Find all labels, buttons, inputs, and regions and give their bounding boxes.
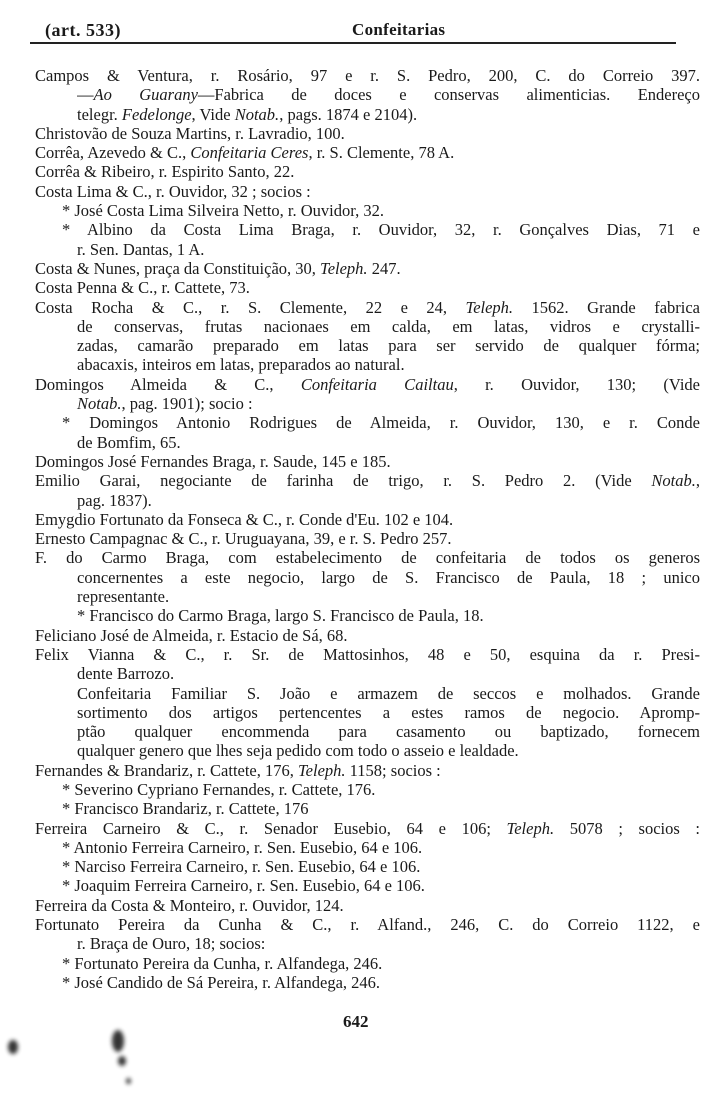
line-text xyxy=(77,336,700,355)
listing-line xyxy=(0,799,725,818)
listing-line xyxy=(0,355,725,374)
text-run: Costa Lima & C., r. Ouvidor, 32 ; socios : xyxy=(35,181,311,201)
line-text xyxy=(77,722,700,741)
line-text xyxy=(77,240,700,259)
listing-line xyxy=(0,529,725,548)
line-text xyxy=(35,124,700,143)
italic-text-run: Teleph. xyxy=(298,760,346,780)
line-text xyxy=(35,182,700,201)
line-text xyxy=(35,761,700,780)
listing-line xyxy=(0,973,725,992)
text-run: Fortunato Pereira da Cunha & C., r. Alfand., 246, C. do Correio 1122, e xyxy=(35,915,700,935)
text-run: —Fabrica de doces e conservas alimenticias. Endereço xyxy=(197,85,700,105)
italic-text-run: Fedelonge xyxy=(121,104,192,124)
line-text xyxy=(77,741,700,760)
line-text xyxy=(35,143,700,162)
listing-line xyxy=(0,915,725,934)
text-run: * Albino da Costa Lima Braga, r. Ouvidor, 32, r. Gonçalves Dias, 71 e xyxy=(62,220,700,240)
ink-stain xyxy=(126,1078,131,1084)
text-run: F. do Carmo Braga, com estabelecimento de confeitaria de todos os generos xyxy=(35,548,700,568)
listing-line xyxy=(0,722,725,741)
line-text xyxy=(77,684,700,703)
listing-line xyxy=(0,645,725,664)
text-run: * Domingos Antonio Rodrigues de Almeida, r. Ouvidor, 130, e r. Conde xyxy=(62,413,700,433)
italic-text-run: Notab. xyxy=(651,471,696,491)
line-text xyxy=(62,220,700,239)
italic-text-run: Teleph. xyxy=(465,297,514,317)
section-title: Confeitarias xyxy=(352,20,446,39)
italic-text-run: Notab. xyxy=(234,104,280,124)
line-text xyxy=(35,452,700,471)
line-text xyxy=(62,780,700,799)
text-run: * José Costa Lima Silveira Netto, r. Ouvidor, 32. xyxy=(62,201,384,221)
listing-line xyxy=(0,471,725,490)
ink-stain xyxy=(118,1056,126,1066)
line-text xyxy=(77,491,700,510)
line-text xyxy=(35,548,700,567)
text-run: , Vide xyxy=(191,104,235,124)
text-run: telegr. xyxy=(77,104,122,124)
text-run: , r. S. Clemente, 78 A. xyxy=(308,143,455,163)
listing-line xyxy=(0,201,725,220)
line-text xyxy=(35,162,700,181)
listing-line xyxy=(0,857,725,876)
line-text xyxy=(77,317,700,336)
text-run: * Fortunato Pereira da Cunha, r. Alfandega, 246. xyxy=(62,953,383,973)
text-run: r. Braça de Ouro, 18; socios: xyxy=(77,934,266,954)
text-run: 247. xyxy=(367,258,401,278)
italic-text-run: Confeitaria Cailtau xyxy=(300,374,454,394)
listing-line xyxy=(0,317,725,336)
listing-line xyxy=(0,606,725,625)
text-run: — xyxy=(77,85,94,105)
listing-line xyxy=(0,664,725,683)
text-run: qualquer genero que lhes seja pedido com todo o asseio e lealdade. xyxy=(77,741,519,761)
listing-line xyxy=(0,66,725,85)
text-run: , pag. 1901); socio : xyxy=(121,394,253,414)
line-text xyxy=(35,278,700,297)
listing-line xyxy=(0,259,725,278)
text-run: representante. xyxy=(77,587,170,607)
listing-line xyxy=(0,298,725,317)
listing-line xyxy=(0,548,725,567)
listing-line xyxy=(0,220,725,239)
line-text xyxy=(35,645,700,664)
listing-line xyxy=(0,433,725,452)
text-run: Ferreira da Costa & Monteiro, r. Ouvidor, 124. xyxy=(35,895,344,915)
text-run: pag. 1837). xyxy=(77,490,152,510)
line-text xyxy=(77,703,700,722)
text-run: * Severino Cypriano Fernandes, r. Cattete, 176. xyxy=(62,779,376,799)
listing-line xyxy=(0,375,725,394)
text-run: 1562. Grande fabrica xyxy=(513,297,700,317)
listing-line xyxy=(0,896,725,915)
text-run: Emilio Garai, negociante de farinha de trigo, r. S. Pedro 2. (Vide xyxy=(35,471,652,491)
text-run: abacaxis, inteiros em latas, preparados ao natural. xyxy=(77,355,405,375)
text-run: * Francisco Brandariz, r. Cattete, 176 xyxy=(62,799,309,819)
line-text xyxy=(35,66,700,85)
line-text xyxy=(35,510,700,529)
text-run: Felix Vianna & C., r. Sr. de Mattosinhos, 48 e 50, esquina da r. Presi- xyxy=(35,644,700,664)
text-run: , xyxy=(695,471,700,491)
line-text xyxy=(62,857,700,876)
ink-stain xyxy=(112,1030,124,1052)
listing-line xyxy=(0,954,725,973)
listing-line xyxy=(0,336,725,355)
line-text xyxy=(35,626,700,645)
text-run: 1158; socios : xyxy=(345,760,441,780)
listing-line xyxy=(0,741,725,760)
text-run: , pags. 1874 e 2104). xyxy=(279,104,418,124)
line-text xyxy=(77,394,700,413)
text-run: zadas, camarão preparado em latas para ser servido de qualquer fórma; xyxy=(77,336,700,356)
listing-line xyxy=(0,162,725,181)
line-text xyxy=(77,433,700,452)
italic-text-run: Notab. xyxy=(77,394,122,414)
listing-line xyxy=(0,105,725,124)
listing-line xyxy=(0,568,725,587)
italic-text-run: Teleph. xyxy=(506,818,555,838)
text-run: * Joaquim Ferreira Carneiro, r. Sen. Eusebio, 64 e 106. xyxy=(62,876,425,896)
text-run: Confeitaria Familiar S. João e armazem de seccos e molhados. Grande xyxy=(77,683,700,703)
listing-line xyxy=(0,703,725,722)
text-run: concernentes a este negocio, largo de S. Francisco de Paula, 18 ; unico xyxy=(77,567,700,587)
listing-line xyxy=(0,85,725,104)
listing-line xyxy=(0,934,725,953)
listing-line xyxy=(0,491,725,510)
line-text xyxy=(35,259,700,278)
listing-line xyxy=(0,684,725,703)
italic-text-run: Teleph. xyxy=(320,258,368,278)
line-text xyxy=(77,85,700,104)
listing-line xyxy=(0,143,725,162)
text-run: dente Barrozo. xyxy=(77,664,175,684)
text-run: Emygdio Fortunato da Fonseca & C., r. Conde d'Eu. 102 e 104. xyxy=(35,509,454,529)
line-text xyxy=(77,105,700,124)
article-number: (art. 533) xyxy=(45,20,121,40)
text-run: * Francisco do Carmo Braga, largo S. Francisco de Paula, 18. xyxy=(77,606,484,626)
text-run: sortimento dos artigos pertencentes a estes ramos de negocio. Apromp- xyxy=(77,702,700,722)
text-run: * José Candido de Sá Pereira, r. Alfandega, 246. xyxy=(62,972,381,992)
line-text xyxy=(35,298,700,317)
listing-line xyxy=(0,413,725,432)
text-run: ptão qualquer encommenda para casamento ou baptizado, fornecem xyxy=(77,722,700,742)
listing-line xyxy=(0,626,725,645)
listing-line xyxy=(0,394,725,413)
text-run: de Bomfim, 65. xyxy=(77,432,181,452)
line-text xyxy=(35,529,700,548)
italic-text-run: Ao Guarany xyxy=(93,85,198,105)
line-text xyxy=(77,664,700,683)
text-run: Corrêa & Ribeiro, r. Espirito Santo, 22. xyxy=(35,162,295,182)
text-run: , r. Ouvidor, 130; (Vide xyxy=(453,374,700,394)
text-run: 5078 ; socios : xyxy=(554,818,700,838)
listing-line xyxy=(0,452,725,471)
text-run: Domingos Almeida & C., xyxy=(35,374,301,394)
line-text xyxy=(62,954,700,973)
text-run: * Narciso Ferreira Carneiro, r. Sen. Eusebio, 64 e 106. xyxy=(62,857,421,877)
listing-line xyxy=(0,761,725,780)
header-rule xyxy=(30,42,676,44)
text-run: Feliciano José de Almeida, r. Estacio de Sá, 68. xyxy=(35,625,348,645)
italic-text-run: Confeitaria Ceres xyxy=(190,143,309,163)
line-text xyxy=(77,355,700,374)
page-number: 642 xyxy=(343,1012,369,1031)
listing-line xyxy=(0,124,725,143)
directory-listing xyxy=(0,66,725,992)
line-text xyxy=(35,471,700,490)
line-text xyxy=(62,876,700,895)
line-text xyxy=(62,973,700,992)
text-run: Costa Rocha & C., r. S. Clemente, 22 e 24, xyxy=(35,297,466,317)
line-text xyxy=(77,568,700,587)
line-text xyxy=(62,413,700,432)
text-run: Costa Penna & C., r. Cattete, 73. xyxy=(35,278,250,298)
listing-line xyxy=(0,278,725,297)
line-text xyxy=(35,896,700,915)
line-text xyxy=(35,375,700,394)
text-run: Ferreira Carneiro & C., r. Senador Eusebio, 64 e 106; xyxy=(35,818,507,838)
listing-line xyxy=(0,587,725,606)
line-text xyxy=(77,606,700,625)
ink-stain xyxy=(8,1040,18,1054)
line-text xyxy=(77,934,700,953)
listing-line xyxy=(0,876,725,895)
listing-line xyxy=(0,240,725,259)
line-text xyxy=(62,838,700,857)
text-run: * Antonio Ferreira Carneiro, r. Sen. Eusebio, 64 e 106. xyxy=(62,837,423,857)
listing-line xyxy=(0,780,725,799)
listing-line xyxy=(0,819,725,838)
text-run: Ernesto Campagnac & C., r. Uruguayana, 39, e r. S. Pedro 257. xyxy=(35,529,452,549)
line-text xyxy=(35,915,700,934)
line-text xyxy=(77,587,700,606)
line-text xyxy=(35,819,700,838)
text-run: de conservas, frutas nacionaes em calda, em latas, vidros e crystalli- xyxy=(77,316,700,336)
text-run: Fernandes & Brandariz, r. Cattete, 176, xyxy=(35,760,299,780)
listing-line xyxy=(0,510,725,529)
listing-line xyxy=(0,182,725,201)
text-run: Christovão de Souza Martins, r. Lavradio, 100. xyxy=(35,123,345,143)
line-text xyxy=(62,201,700,220)
text-run: Campos & Ventura, r. Rosário, 97 e r. S. Pedro, 200, C. do Correio 397. xyxy=(35,66,700,85)
text-run: r. Sen. Dantas, 1 A. xyxy=(77,239,205,259)
text-run: Costa & Nunes, praça da Constituição, 30, xyxy=(35,258,321,278)
text-run: Corrêa, Azevedo & C., xyxy=(35,143,191,163)
text-run: Domingos José Fernandes Braga, r. Saude, 145 e 185. xyxy=(35,451,391,471)
line-text xyxy=(62,799,700,818)
listing-line xyxy=(0,838,725,857)
